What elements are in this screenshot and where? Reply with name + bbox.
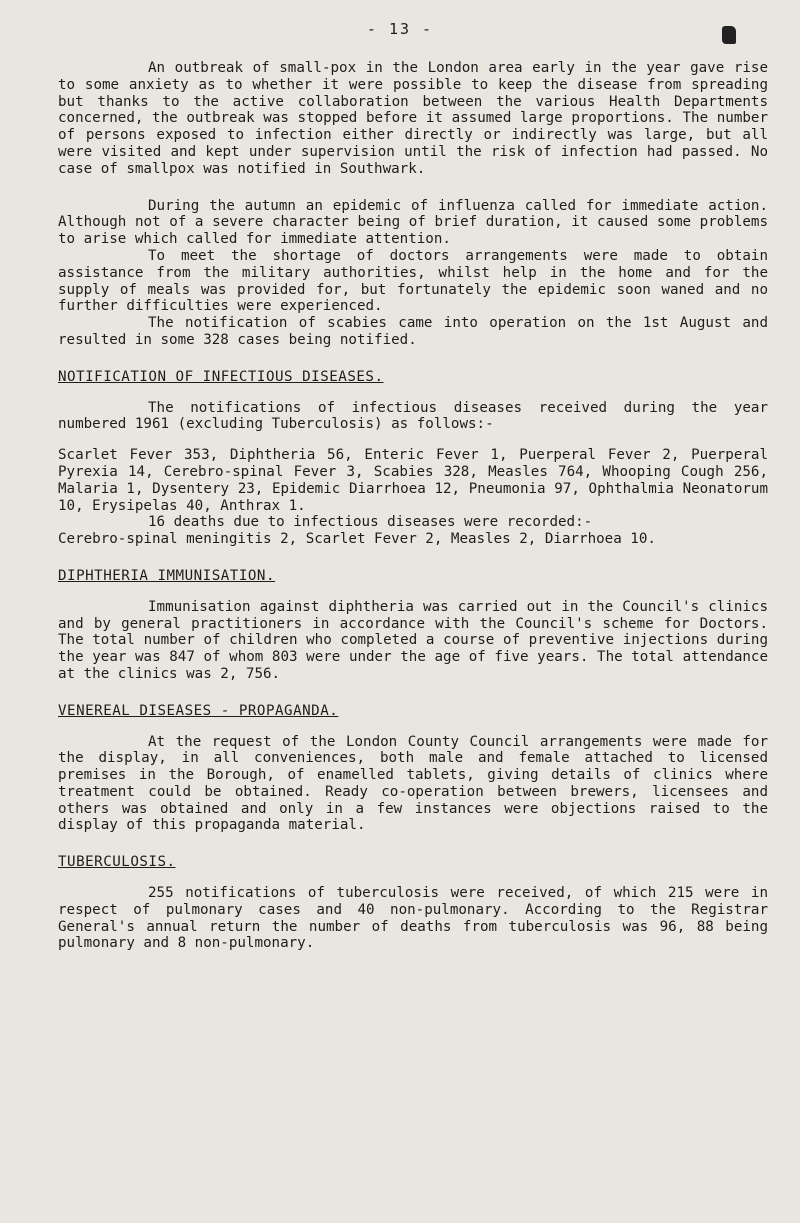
infectious-intro: The notifications of infectious diseases received during the year numbered 1961 (excluding Tuberculosis) as follows:-	[58, 399, 768, 433]
deaths-list: Cerebro-spinal meningitis 2, Scarlet Fever 2, Measles 2, Diarrhoea 10.	[58, 531, 656, 548]
heading-diphtheria-immunisation: DIPHTHERIA IMMUNISATION.	[58, 567, 275, 584]
heading-tuberculosis: TUBERCULOSIS.	[58, 854, 176, 871]
page-number: - 13 -	[366, 20, 434, 38]
paragraph-smallpox: An outbreak of small-pox in the London area early in the year gave rise to some anxiety as to whether it were possible to keep the disease from spreading but thanks to the active collaboration between the various Health Departments concerned, the outbreak was stopped before it assumed large proportions. The number of persons exposed to infection either directly or indirectly was large, but all were visited and kept under supervision until the risk of infection had passed. No case of smallpox was notified in Southwark.	[58, 60, 768, 177]
paragraph-scabies: The notification of scabies came into operation on the 1st August and resulted in some 328 cases being notified.	[58, 315, 768, 348]
diphtheria-body: Immunisation against diphtheria was carried out in the Council's clinics and by general practitioners in accordance with the Council's scheme for Doctors. The total number of children who completed a course of preventive injections during the year was 847 of whom 803 were under the age of five years. The total attendance at the clinics was 2, 756.	[58, 598, 768, 682]
ink-mark	[722, 26, 736, 44]
heading-venereal-diseases: VENEREAL DISEASES - PROPAGANDA.	[58, 702, 339, 719]
venereal-body: At the request of the London County Council arrangements were made for the display, in all conveniences, both male and female attached to licensed premises in the Borough, of enamelled tablets, giving details of clinics where treatment could be obtained. Ready co-operation between brewers, licensees and others was obtained and only in a few instances were objections raised to the display of this propaganda material.	[58, 733, 768, 834]
paragraph-doctors: To meet the shortage of doctors arrangements were made to obtain assistance from the military authorities, whilst help in the home and for the supply of meals was provided for, but fortunately the epidemic soon waned and no further difficulties were experienced.	[58, 247, 768, 315]
infectious-list: Scarlet Fever 353, Diphtheria 56, Enteric Fever 1, Puerperal Fever 2, Puerperal Pyrexia 14, Cerebro-spinal Fever 3, Scabies 328, Measles 764, Whooping Cough 256, Malaria 1, Dysentery 23, Epidemic Diarrhoea 12, Pneumonia 97, Ophthalmia Neonatorum 10, Erysipelas 40, Anthrax 1.	[58, 447, 768, 514]
deaths-intro: 16 deaths due to infectious diseases were recorded:-	[148, 514, 593, 531]
paragraph-influenza: During the autumn an epidemic of influenza called for immediate action. Although not of a severe character being of brief duration, it caused some problems to arise which called for immediate attention.	[58, 197, 768, 248]
heading-infectious-diseases: NOTIFICATION OF INFECTIOUS DISEASES.	[58, 368, 384, 385]
tuberculosis-body: 255 notifications of tuberculosis were received, of which 215 were in respect of pulmonary cases and 40 non-pulmonary. According to the Registrar General's annual return the number of deaths from tuberculosis was 96, 88 being pulmonary and 8 non-pulmonary.	[58, 885, 768, 952]
page-body	[58, 60, 768, 952]
